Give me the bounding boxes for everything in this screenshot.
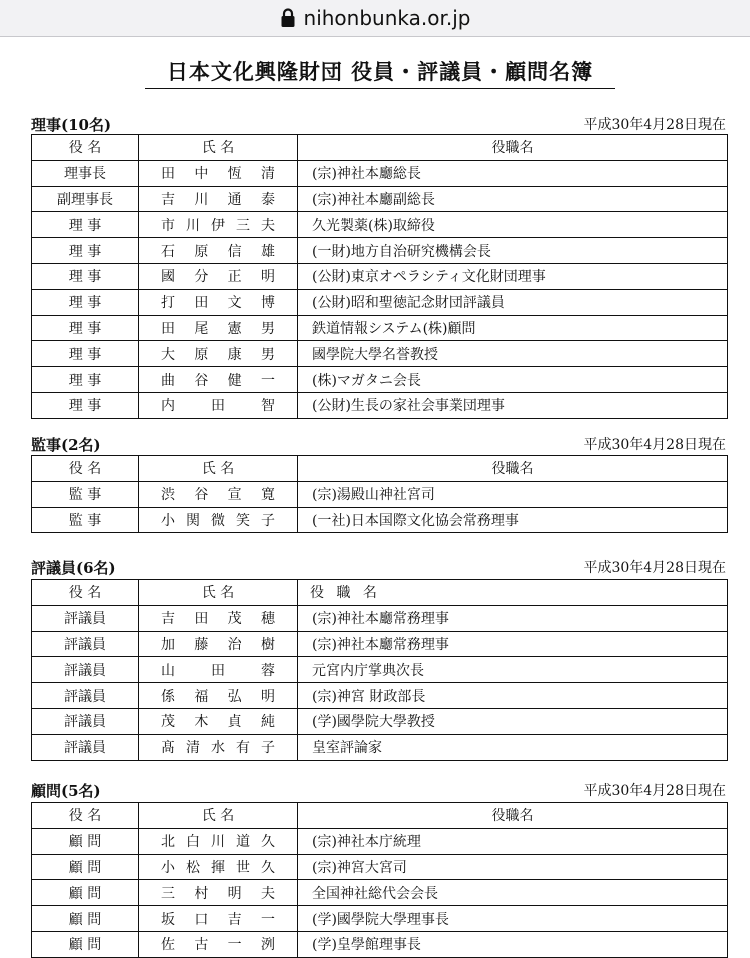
role-cell: 評議員 <box>32 708 139 734</box>
role-cell: 理 事 <box>32 289 139 315</box>
name-cell <box>139 341 298 367</box>
table-row <box>32 906 728 932</box>
person-name-chars: 小 松 揮 世 久 <box>161 859 275 876</box>
name-cell <box>139 906 298 932</box>
post-cell: (宗)神宮大宮司 <box>298 854 728 880</box>
person-name-chars: 坂 口 吉 一 <box>161 911 275 928</box>
post-cell: (学)國學院大學教授 <box>298 708 728 734</box>
roster-table <box>31 802 728 958</box>
person-name-chars: 國 分 正 明 <box>161 269 275 286</box>
post-cell: 全国神社総代会会長 <box>298 880 728 906</box>
column-header-name: 氏 名 <box>139 803 298 829</box>
person-name-chars: 三 村 明 夫 <box>161 885 275 902</box>
column-header-name: 氏 名 <box>139 580 298 606</box>
url-text: nihonbunka.or.jp <box>303 6 471 30</box>
person-name-chars: 佐 古 一 洌 <box>161 937 275 954</box>
role-cell: 理 事 <box>32 315 139 341</box>
table-row <box>32 854 728 880</box>
section-header <box>31 780 728 802</box>
table-row <box>32 931 728 957</box>
role-cell: 評議員 <box>32 605 139 631</box>
post-cell: (公財)生長の家社会事業団理事 <box>298 392 728 418</box>
table-row <box>32 315 728 341</box>
person-name-chars: 吉 田 茂 穂 <box>161 611 275 628</box>
post-cell: (宗)神宮 財政部長 <box>298 683 728 709</box>
name-cell <box>139 828 298 854</box>
table-row <box>32 880 728 906</box>
table-header-row <box>32 456 728 482</box>
name-cell <box>139 854 298 880</box>
table-row <box>32 341 728 367</box>
section-title: 評議員(6名) <box>31 559 116 577</box>
name-cell <box>139 734 298 760</box>
table-header-row <box>32 580 728 606</box>
name-cell <box>139 631 298 657</box>
column-header-post: 役職名 <box>298 456 728 482</box>
person-name-chars: 係 福 弘 明 <box>161 688 275 705</box>
role-cell: 監 事 <box>32 481 139 507</box>
post-cell: (公財)東京オペラシティ文化財団理事 <box>298 263 728 289</box>
person-name-chars: 山 田 蓉 <box>161 662 275 679</box>
role-cell: 理 事 <box>32 263 139 289</box>
post-cell: (宗)神社本廳総長 <box>298 160 728 186</box>
role-cell: 評議員 <box>32 683 139 709</box>
column-header-role: 役 名 <box>32 803 139 829</box>
role-cell: 理 事 <box>32 367 139 393</box>
name-cell <box>139 238 298 264</box>
post-cell: (公財)昭和聖徳記念財団評議員 <box>298 289 728 315</box>
as-of-date: 平成30年4月28日現在 <box>583 783 726 799</box>
post-cell: 皇室評論家 <box>298 734 728 760</box>
roster-table <box>31 579 728 761</box>
table-row <box>32 708 728 734</box>
role-cell: 顧 問 <box>32 931 139 957</box>
person-name-chars: 吉 川 通 泰 <box>161 191 275 208</box>
person-name-chars: 打 田 文 博 <box>161 295 275 312</box>
person-name-chars: 内 田 智 <box>161 398 275 415</box>
page-title: 日本文化興隆財団 役員・評議員・顧問名簿 <box>145 56 615 89</box>
post-cell: (宗)神社本庁統理 <box>298 828 728 854</box>
role-cell: 理 事 <box>32 392 139 418</box>
post-cell: (学)皇學館理事長 <box>298 931 728 957</box>
column-header-role: 役 名 <box>32 456 139 482</box>
role-cell: 顧 問 <box>32 828 139 854</box>
person-name-chars: 田 尾 憲 男 <box>161 320 275 337</box>
name-cell <box>139 507 298 533</box>
name-cell <box>139 605 298 631</box>
as-of-date: 平成30年4月28日現在 <box>583 560 726 576</box>
post-cell: 元宮内庁掌典次長 <box>298 657 728 683</box>
role-cell: 副理事長 <box>32 186 139 212</box>
section-title: 理事(10名) <box>31 116 112 134</box>
table-row <box>32 186 728 212</box>
table-header-row <box>32 135 728 161</box>
post-cell: (学)國學院大學理事長 <box>298 906 728 932</box>
name-cell <box>139 289 298 315</box>
role-cell: 理 事 <box>32 341 139 367</box>
name-cell <box>139 263 298 289</box>
column-header-post: 役職名 <box>298 135 728 161</box>
table-row <box>32 605 728 631</box>
role-cell: 理 事 <box>32 238 139 264</box>
post-cell: (宗)湯殿山神社宮司 <box>298 481 728 507</box>
section-title: 顧問(5名) <box>31 782 101 800</box>
post-cell: (一社)日本国際文化協会常務理事 <box>298 507 728 533</box>
lock-icon <box>280 8 296 28</box>
person-name-chars: 大 原 康 男 <box>161 346 275 363</box>
table-row <box>32 263 728 289</box>
post-cell: (一財)地方自治研究機構会長 <box>298 238 728 264</box>
person-name-chars: 石 原 信 雄 <box>161 243 275 260</box>
address-bar[interactable] <box>0 0 750 37</box>
name-cell <box>139 160 298 186</box>
name-cell <box>139 931 298 957</box>
name-cell <box>139 481 298 507</box>
post-cell: (宗)神社本廳常務理事 <box>298 631 728 657</box>
role-cell: 評議員 <box>32 657 139 683</box>
table-row <box>32 683 728 709</box>
table-row <box>32 734 728 760</box>
person-name-chars: 渋 谷 宣 寛 <box>161 487 275 504</box>
name-cell <box>139 392 298 418</box>
post-cell: (株)マガタニ会長 <box>298 367 728 393</box>
table-row <box>32 289 728 315</box>
name-cell <box>139 186 298 212</box>
person-name-chars: 加 藤 治 樹 <box>161 636 275 653</box>
name-cell <box>139 367 298 393</box>
roster-table <box>31 134 728 419</box>
section-title: 監事(2名) <box>31 436 101 454</box>
roster-table <box>31 455 728 533</box>
table-header-row <box>32 803 728 829</box>
name-cell <box>139 683 298 709</box>
post-cell: 久光製薬(株)取締役 <box>298 212 728 238</box>
post-cell: 國學院大學名誉教授 <box>298 341 728 367</box>
column-header-name: 氏 名 <box>139 456 298 482</box>
role-cell: 評議員 <box>32 631 139 657</box>
person-name-chars: 北 白 川 道 久 <box>161 834 275 851</box>
table-row <box>32 481 728 507</box>
post-cell: 鉄道情報システム(株)顧問 <box>298 315 728 341</box>
role-cell: 監 事 <box>32 507 139 533</box>
column-header-role: 役 名 <box>32 580 139 606</box>
person-name-chars: 髙 清 水 有 子 <box>161 740 275 757</box>
role-cell: 理 事 <box>32 212 139 238</box>
name-cell <box>139 212 298 238</box>
table-row <box>32 392 728 418</box>
name-cell <box>139 315 298 341</box>
table-row <box>32 507 728 533</box>
column-header-role: 役 名 <box>32 135 139 161</box>
person-name-chars: 小 関 微 笑 子 <box>161 512 275 529</box>
person-name-chars: 茂 木 貞 純 <box>161 714 275 731</box>
person-name-chars: 田 中 恆 清 <box>161 166 275 183</box>
role-cell: 顧 問 <box>32 854 139 880</box>
section-header <box>31 557 728 579</box>
as-of-date: 平成30年4月28日現在 <box>583 437 726 453</box>
role-cell: 評議員 <box>32 734 139 760</box>
table-row <box>32 160 728 186</box>
section-header <box>31 114 728 136</box>
table-row <box>32 631 728 657</box>
role-cell: 顧 問 <box>32 880 139 906</box>
post-cell: (宗)神社本廳副総長 <box>298 186 728 212</box>
table-row <box>32 238 728 264</box>
role-cell: 理事長 <box>32 160 139 186</box>
role-cell: 顧 問 <box>32 906 139 932</box>
as-of-date: 平成30年4月28日現在 <box>583 117 726 133</box>
table-row <box>32 367 728 393</box>
post-cell: (宗)神社本廳常務理事 <box>298 605 728 631</box>
name-cell <box>139 880 298 906</box>
section-header <box>31 434 728 456</box>
name-cell <box>139 708 298 734</box>
column-header-post: 役職名 <box>298 803 728 829</box>
column-header-post: 役 職 名 <box>298 580 728 606</box>
person-name-chars: 市 川 伊 三 夫 <box>161 217 275 234</box>
name-cell <box>139 657 298 683</box>
table-row <box>32 212 728 238</box>
table-row <box>32 828 728 854</box>
column-header-name: 氏 名 <box>139 135 298 161</box>
table-row <box>32 657 728 683</box>
person-name-chars: 曲 谷 健 一 <box>161 372 275 389</box>
